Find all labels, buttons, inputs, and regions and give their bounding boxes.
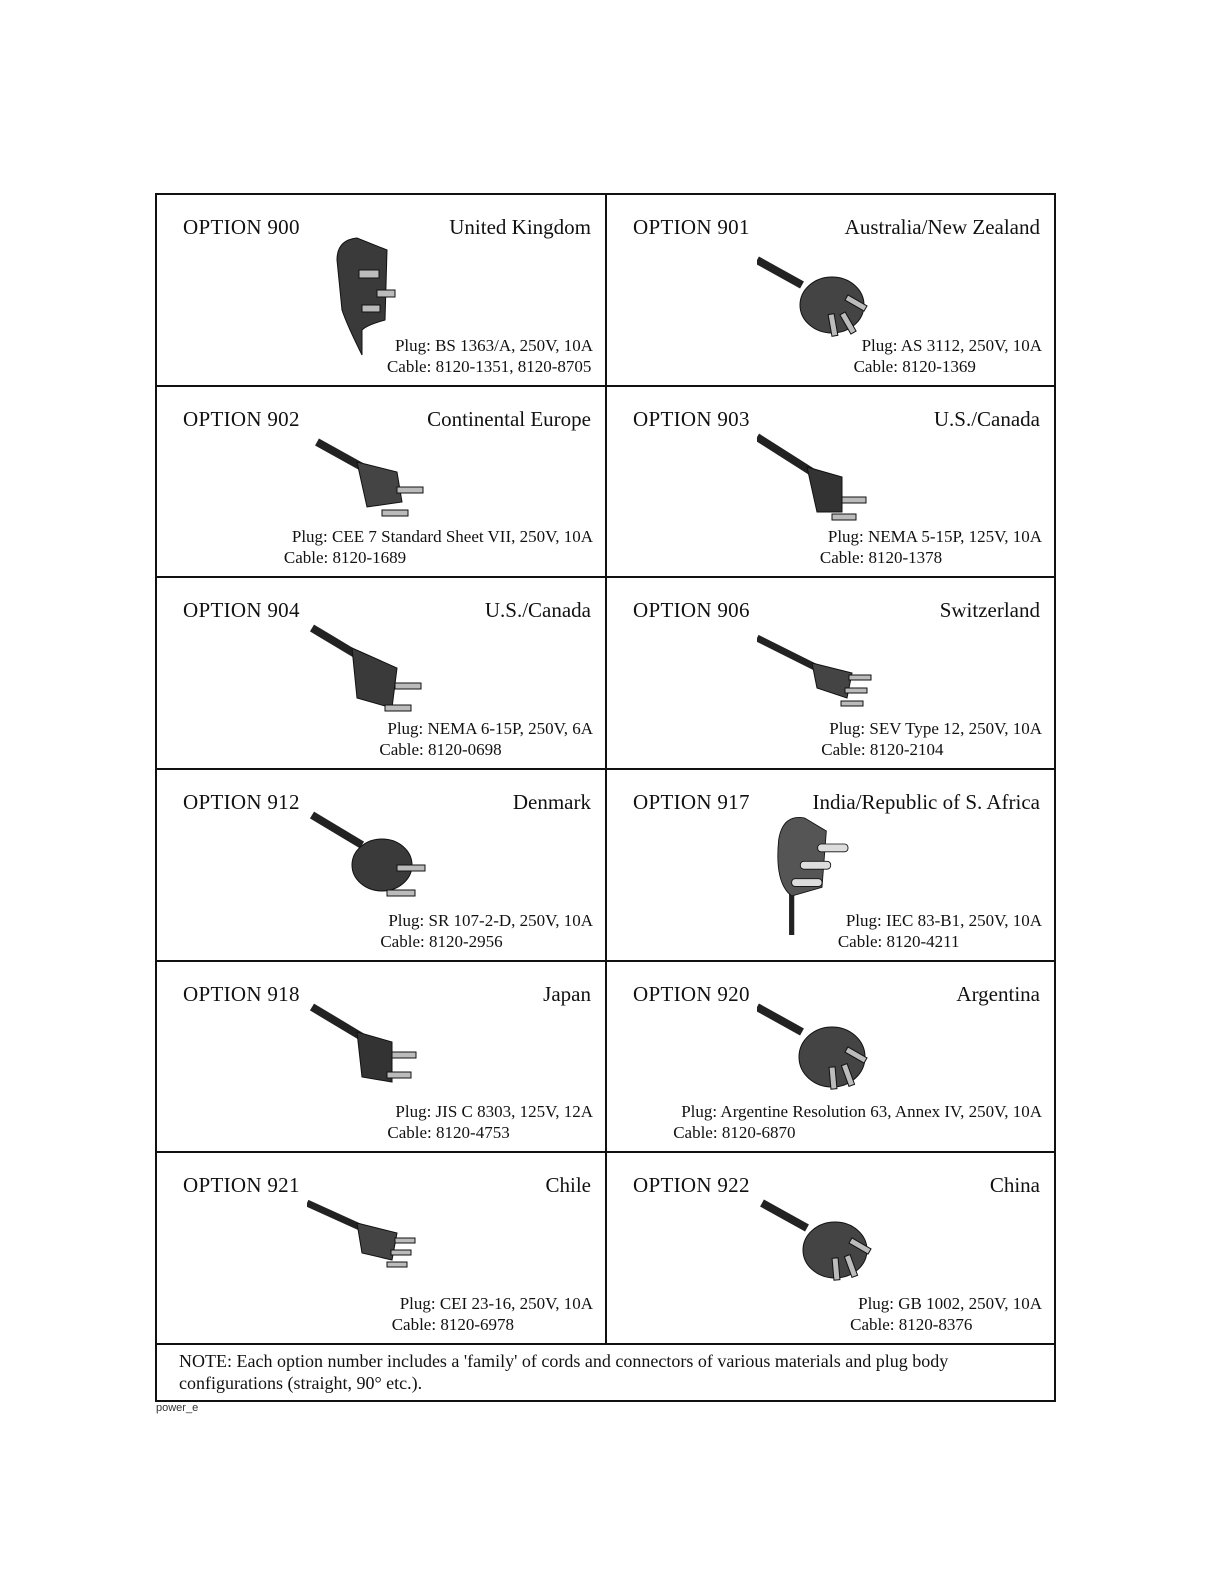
cable-part-number: Cable: 8120-6978 [391,1315,514,1334]
plug-info [380,910,593,952]
region-name: Denmark [512,790,591,814]
plug-spec: Plug: SEV Type 12, 250V, 10A [829,719,1042,738]
option-number: OPTION 918 [183,981,300,1006]
option-cell [607,962,1054,1154]
plug-info [850,1293,1042,1335]
option-cell [607,578,1054,770]
plug-info [673,1101,1042,1143]
option-cell [607,387,1054,579]
plug-info [392,1293,593,1335]
plug-spec: Plug: GB 1002, 250V, 10A [858,1294,1042,1313]
option-number: OPTION 921 [183,1173,300,1198]
plug-spec: Plug: NEMA 5-15P, 125V, 10A [827,527,1042,547]
plug-spec: Plug: CEI 23-16, 250V, 10A [399,1294,593,1313]
power-cord-options-table [155,193,1056,1402]
option-number: OPTION 922 [633,1173,750,1198]
option-cell [157,1153,607,1345]
cable-part-number: Cable: 8120-0698 [379,740,502,759]
option-number: OPTION 904 [183,598,300,623]
cable-part-number: Cable: 8120-1369 [853,356,976,376]
region-name: Japan [543,981,591,1006]
plug-spec: Plug: NEMA 6-15P, 250V, 6A [387,719,593,738]
plug-info [821,718,1042,760]
plug-spec: Plug: SR 107-2-D, 250V, 10A [388,910,593,930]
option-cell [607,1153,1054,1345]
plug-spec: Plug: IEC 83-B1, 250V, 10A [845,910,1042,930]
plug-info [838,910,1042,952]
plug-info [387,335,593,377]
option-cell [157,770,607,962]
option-cell [607,195,1054,387]
plug-spec: Plug: CEE 7 Standard Sheet VII, 250V, 10A [291,527,593,547]
plug-info [387,1101,593,1143]
plug-info [379,718,593,760]
plug-spec: Plug: Argentine Resolution 63, Annex IV, 250V, 10A [681,1102,1042,1122]
region-name: India/Republic of S. Africa [812,790,1040,814]
plug-spec: Plug: JIS C 8303, 125V, 12A [395,1102,593,1122]
cable-part-number: Cable: 8120-1689 [283,548,407,568]
note-text: NOTE: Each option number includes a 'family' of cords and connectors of various materials and plug body configurations (straight, 90° etc.). [179,1351,949,1393]
options-grid [157,195,1054,1345]
option-number: OPTION 917 [633,790,750,814]
option-number: OPTION 902 [183,406,300,431]
region-name: Chile [545,1173,591,1198]
region-name: China [989,1173,1040,1198]
region-name: U.S./Canada [484,598,591,623]
plug-info [820,526,1042,568]
region-name: U.S./Canada [933,406,1040,431]
cable-part-number: Cable: 8120-1351, 8120-8705 [386,356,592,376]
region-name: Continental Europe [427,406,591,431]
footer-label: power_e [156,1402,199,1414]
region-name: United Kingdom [449,215,591,239]
option-number: OPTION 901 [633,215,750,239]
plug-info [854,335,1042,377]
cable-part-number: Cable: 8120-4211 [837,931,960,951]
region-name: Argentina [956,981,1040,1006]
option-number: OPTION 900 [183,215,300,239]
region-name: Australia/New Zealand [844,215,1040,239]
plug-spec: Plug: AS 3112, 250V, 10A [861,335,1042,355]
cable-part-number: Cable: 8120-2104 [821,740,944,759]
region-name: Switzerland [939,598,1040,623]
plug-spec: Plug: BS 1363/A, 250V, 10A [394,335,593,355]
option-number: OPTION 906 [633,598,750,623]
plug-info [284,526,593,568]
cable-part-number: Cable: 8120-2956 [380,931,503,951]
option-number: OPTION 920 [633,981,750,1006]
cable-part-number: Cable: 8120-4753 [387,1123,510,1143]
cable-part-number: Cable: 8120-8376 [850,1315,973,1334]
cable-part-number: Cable: 8120-6870 [673,1123,796,1143]
option-cell [157,578,607,770]
option-cell [157,962,607,1154]
option-cell [157,195,607,387]
option-cell [607,770,1054,962]
option-number: OPTION 903 [633,406,750,431]
option-number: OPTION 912 [183,790,300,814]
option-cell [157,387,607,579]
cable-part-number: Cable: 8120-1378 [819,548,943,568]
